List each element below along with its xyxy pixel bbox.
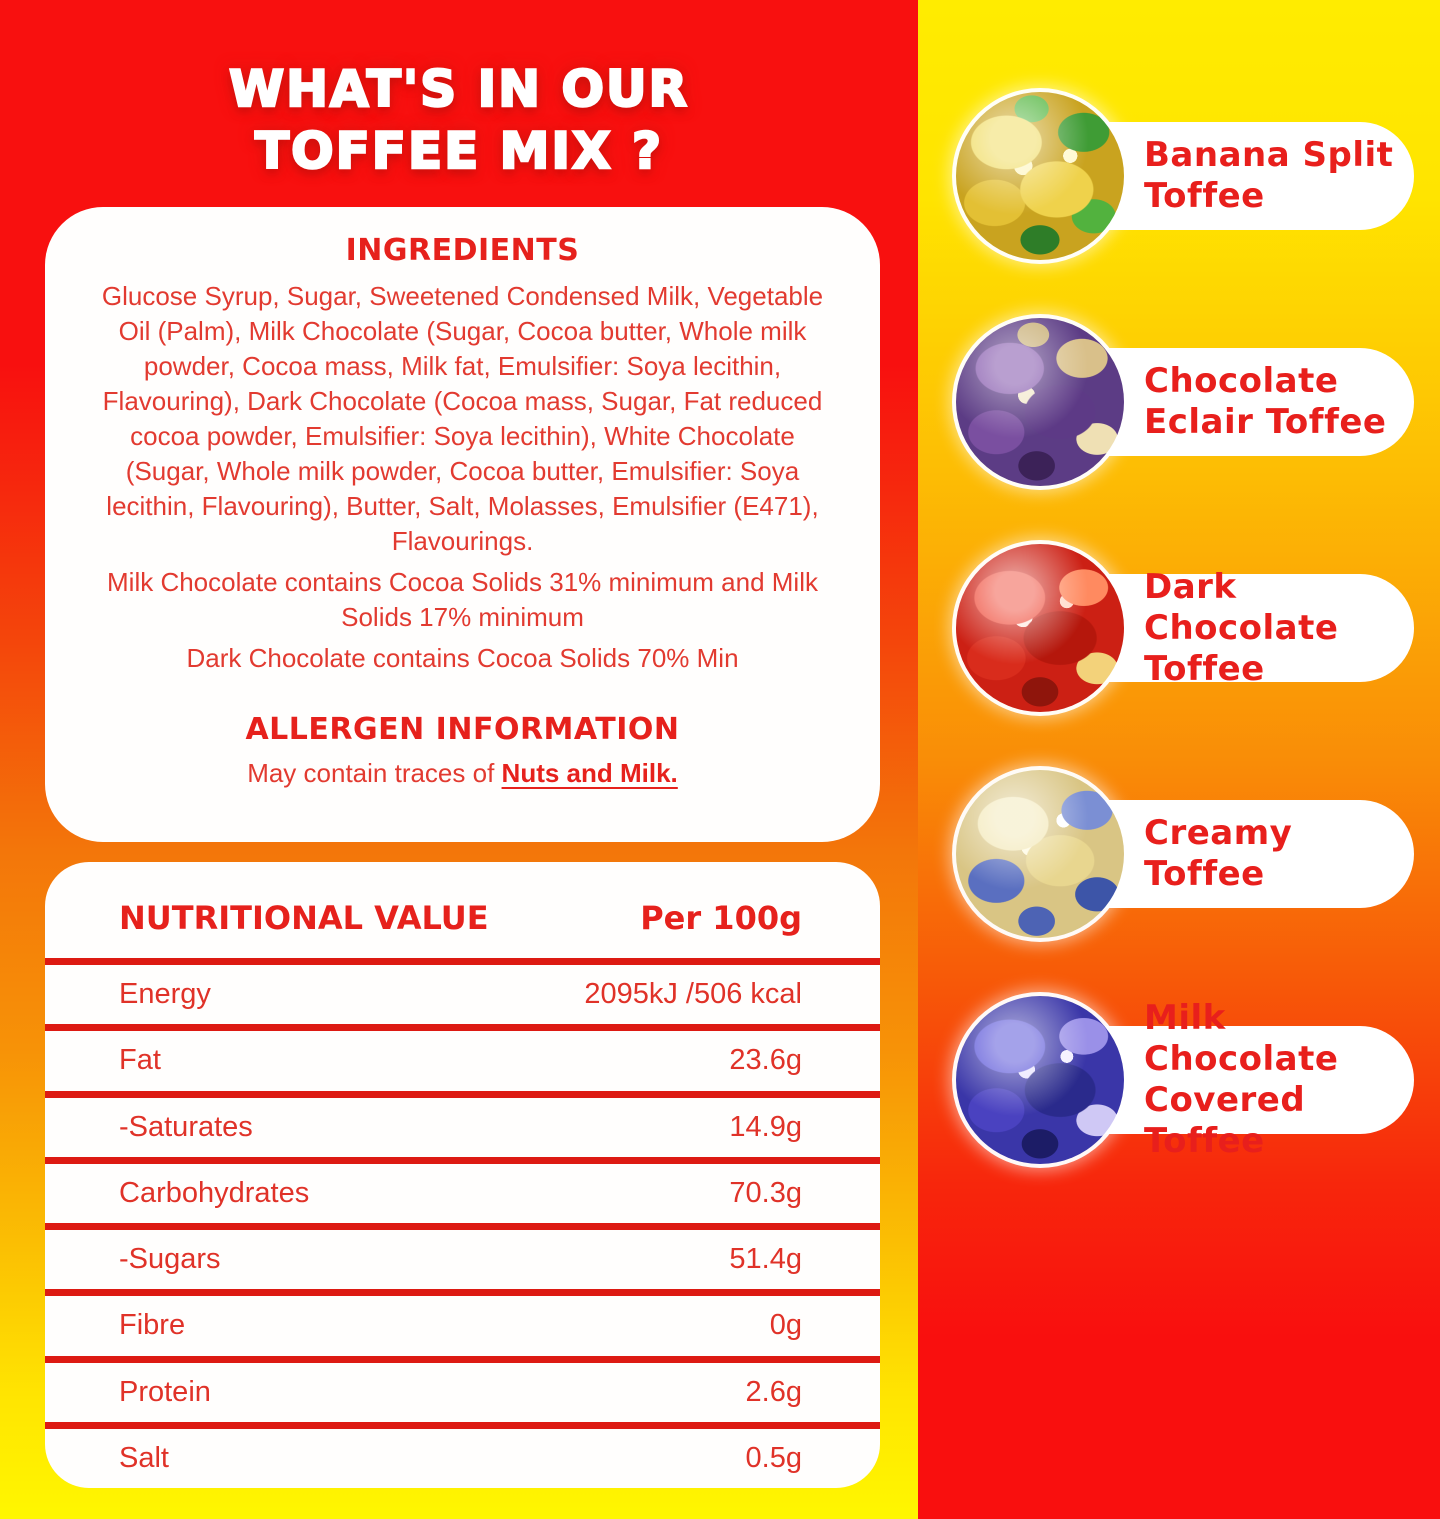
label-line: Toffee xyxy=(1144,176,1265,216)
row-value: 2.6g xyxy=(745,1375,802,1408)
page-title-line2: TOFFEE MIX ? xyxy=(255,122,663,180)
row-label: Fat xyxy=(119,1044,161,1077)
milk-chocolate-covered-toffee-photo xyxy=(956,996,1124,1164)
table-row-fibre xyxy=(45,1289,880,1355)
row-label: Energy xyxy=(119,978,211,1011)
dark-chocolate-toffee-photo xyxy=(956,544,1124,712)
table-row-fat xyxy=(45,1024,880,1090)
milk-chocolate-note: Milk Chocolate contains Cocoa Solids 31% minimum and Milk Solids 17% minimum xyxy=(107,567,818,632)
nutrition-header-label: NUTRITIONAL VALUE xyxy=(119,899,489,937)
row-label: -Sugars xyxy=(119,1243,221,1276)
chocolate-eclair-toffee-photo xyxy=(956,318,1124,486)
label-line: Dark Chocolate xyxy=(1144,566,1339,648)
ingredients-card xyxy=(45,207,880,842)
row-label: -Saturates xyxy=(119,1110,253,1143)
row-value: 70.3g xyxy=(729,1176,802,1209)
nutrition-table xyxy=(45,862,880,1488)
label-line: Creamy Toffee xyxy=(1144,813,1293,894)
row-value: 0.5g xyxy=(745,1441,802,1474)
banana-split-toffee-photo xyxy=(956,92,1124,260)
toffee-item-dark-chocolate xyxy=(918,544,1440,712)
label-line: Toffee xyxy=(1144,648,1265,689)
toffee-item-chocolate-eclair xyxy=(918,318,1440,486)
allergen-heading: ALLERGEN INFORMATION xyxy=(245,712,680,747)
row-value: 14.9g xyxy=(729,1110,802,1143)
toffee-varieties-panel xyxy=(918,0,1440,1519)
row-value: 2095kJ /506 kcal xyxy=(584,978,802,1011)
table-row-protein xyxy=(45,1356,880,1422)
table-row-salt xyxy=(45,1422,880,1488)
toffee-item-banana-split xyxy=(918,92,1440,260)
table-row-carbohydrates xyxy=(45,1157,880,1223)
row-label: Protein xyxy=(119,1375,211,1408)
nutrition-table-header xyxy=(45,862,880,958)
page-title xyxy=(0,58,918,182)
label-line: Eclair Toffee xyxy=(1144,402,1387,442)
allergen-note-emphasis: Nuts and Milk. xyxy=(501,758,678,788)
table-row-energy xyxy=(45,958,880,1024)
toffee-item-milk-chocolate-covered xyxy=(918,996,1440,1164)
row-value: 23.6g xyxy=(729,1044,802,1077)
allergen-note xyxy=(45,756,880,791)
creamy-toffee-photo xyxy=(956,770,1124,938)
ingredients-list: Glucose Syrup, Sugar, Sweetened Condensed Milk, Vegetable Oil (Palm), Milk Chocolate (Sugar, Cocoa butter, Whole milk powder, Cocoa mass, Milk fat, Emulsifier: Soya lecithin, Flavouring), Dark Chocolate (Cocoa mass, Sugar, Fat reduced cocoa powder, Emulsifier: Soya lecithin), White Chocolate (Sugar, Whole milk powder, Cocoa butter, Emulsifier: Soya lecithin, Flavouring), Butter, Salt, Molasses, Emulsifier (E471), Flavourings. xyxy=(101,281,824,556)
page-title-line1: WHAT'S IN OUR xyxy=(228,60,690,118)
label-line: Covered Toffee xyxy=(1144,1080,1306,1161)
allergen-note-prefix: May contain traces of xyxy=(247,758,495,788)
row-label: Salt xyxy=(119,1441,169,1474)
row-value: 51.4g xyxy=(729,1243,802,1276)
row-value: 0g xyxy=(769,1309,802,1342)
table-row-sugars xyxy=(45,1223,880,1289)
label-line: Chocolate xyxy=(1144,361,1339,401)
label-line: Banana Split xyxy=(1144,135,1394,175)
table-row-saturates xyxy=(45,1091,880,1157)
nutrition-header-per100g: Per 100g xyxy=(640,899,802,937)
toffee-item-creamy xyxy=(918,770,1440,938)
dark-chocolate-note: Dark Chocolate contains Cocoa Solids 70% Min xyxy=(186,643,739,673)
row-label: Carbohydrates xyxy=(119,1176,310,1209)
row-label: Fibre xyxy=(119,1309,186,1342)
label-line: Milk Chocolate xyxy=(1144,998,1339,1079)
ingredients-heading: INGREDIENTS xyxy=(345,233,580,268)
